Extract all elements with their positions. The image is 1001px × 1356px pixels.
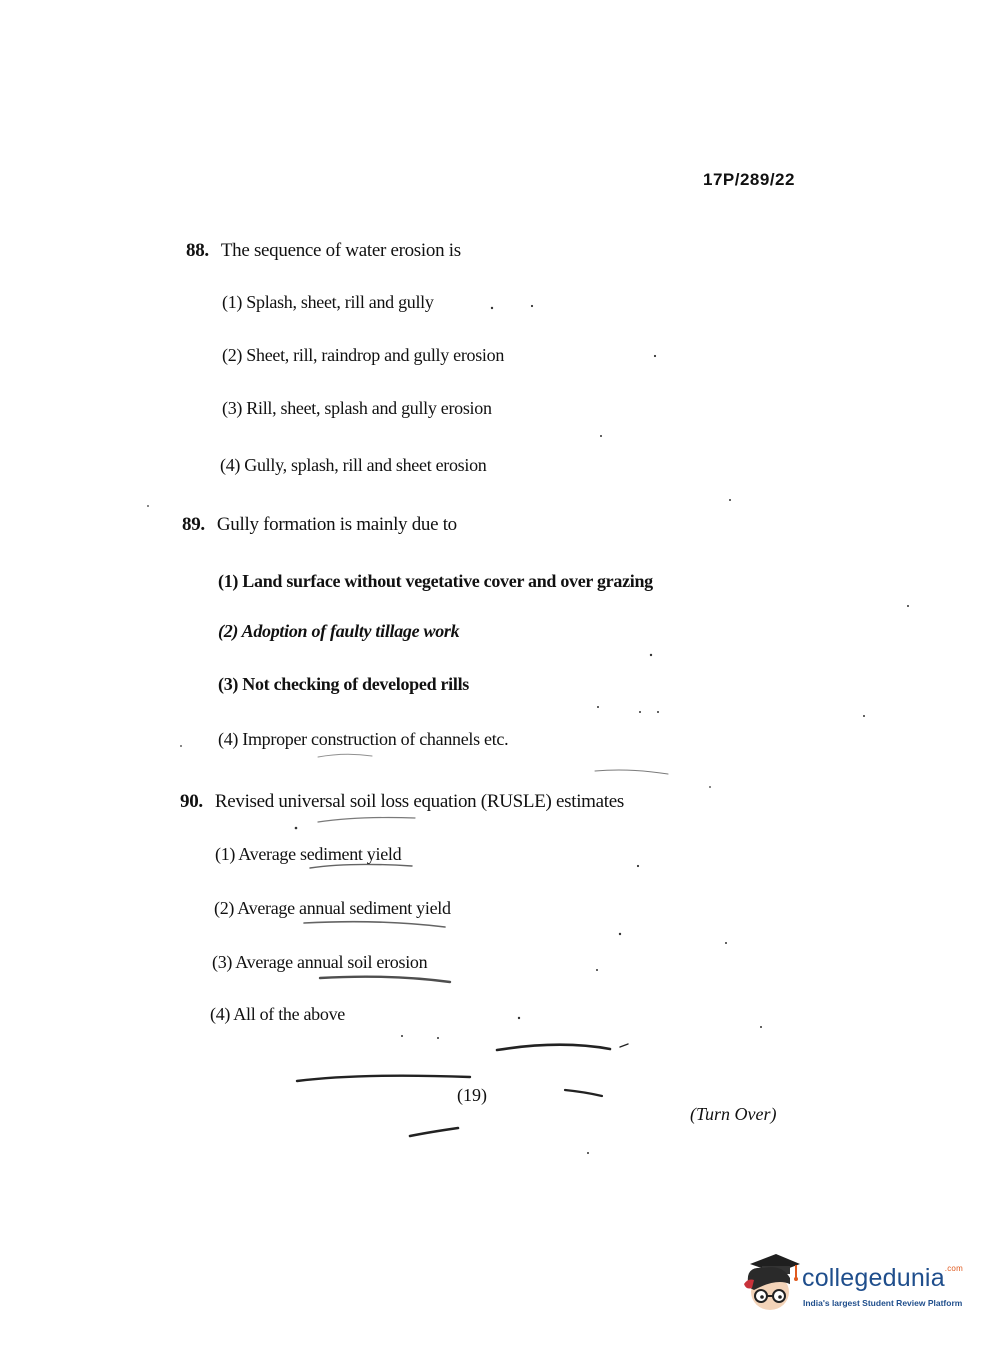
option-90-2: (2) Average annual sediment yield: [214, 898, 451, 918]
brand-suffix: .com: [944, 1264, 963, 1273]
option-88-3: (3) Rill, sheet, splash and gully erosion: [222, 398, 492, 418]
option-90-3: (3) Average annual soil erosion: [212, 952, 428, 972]
option-89-1: (1) Land surface without vegetative cover and over grazing: [218, 571, 653, 591]
option-90-1: (1) Average sediment yield: [215, 844, 402, 864]
student-mascot-icon: [742, 1252, 800, 1314]
question-text: The sequence of water erosion is: [220, 240, 461, 261]
brand-name-text: collegedunia: [802, 1264, 945, 1292]
paper-code: 17P/289/22: [703, 170, 795, 189]
question-number: 88.: [186, 240, 209, 261]
option-90-4: (4) All of the above: [210, 1004, 345, 1024]
option-88-1: (1) Splash, sheet, rill and gully: [222, 292, 434, 312]
brand-name: [802, 1264, 963, 1293]
turn-over-note: (Turn Over): [690, 1104, 777, 1124]
question-text: Gully formation is mainly due to: [216, 514, 457, 535]
page-number: (19): [457, 1085, 487, 1105]
option-89-2: (2) Adoption of faulty tillage work: [218, 621, 460, 641]
option-89-4: (4) Improper construction of channels etc.: [218, 729, 509, 749]
collegedunia-logo: [742, 1250, 972, 1322]
option-89-3: (3) Not checking of developed rills: [218, 674, 469, 694]
option-88-2: (2) Sheet, rill, raindrop and gully erosion: [222, 345, 505, 365]
option-88-4: (4) Gully, splash, rill and sheet erosion: [220, 455, 487, 475]
brand-tagline: India's largest Student Review Platform: [803, 1298, 963, 1308]
question-text: Revised universal soil loss equation (RUSLE) estimates: [214, 791, 624, 812]
question-number: 90.: [180, 791, 203, 812]
question-number: 89.: [182, 514, 205, 535]
